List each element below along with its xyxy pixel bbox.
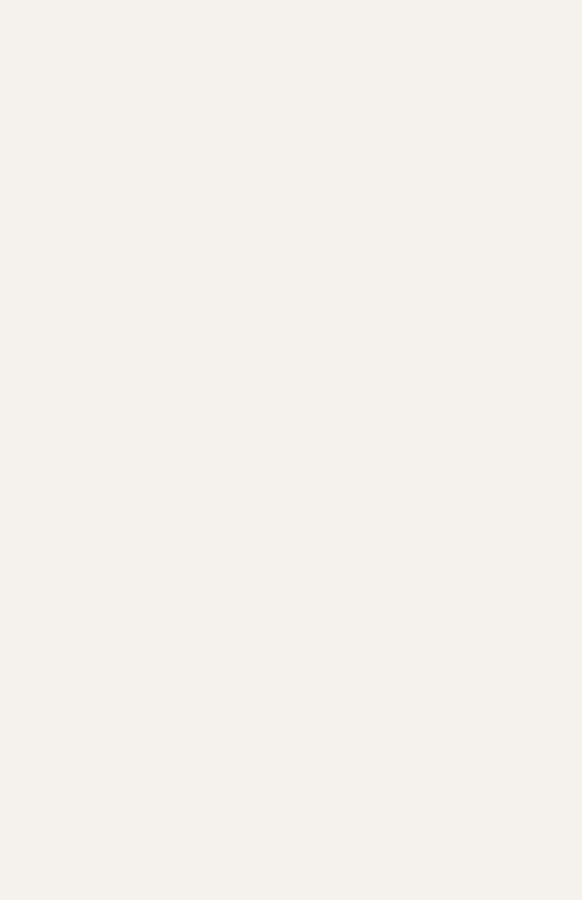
toc-page — [60, 48, 504, 92]
book-heading — [60, 62, 504, 82]
